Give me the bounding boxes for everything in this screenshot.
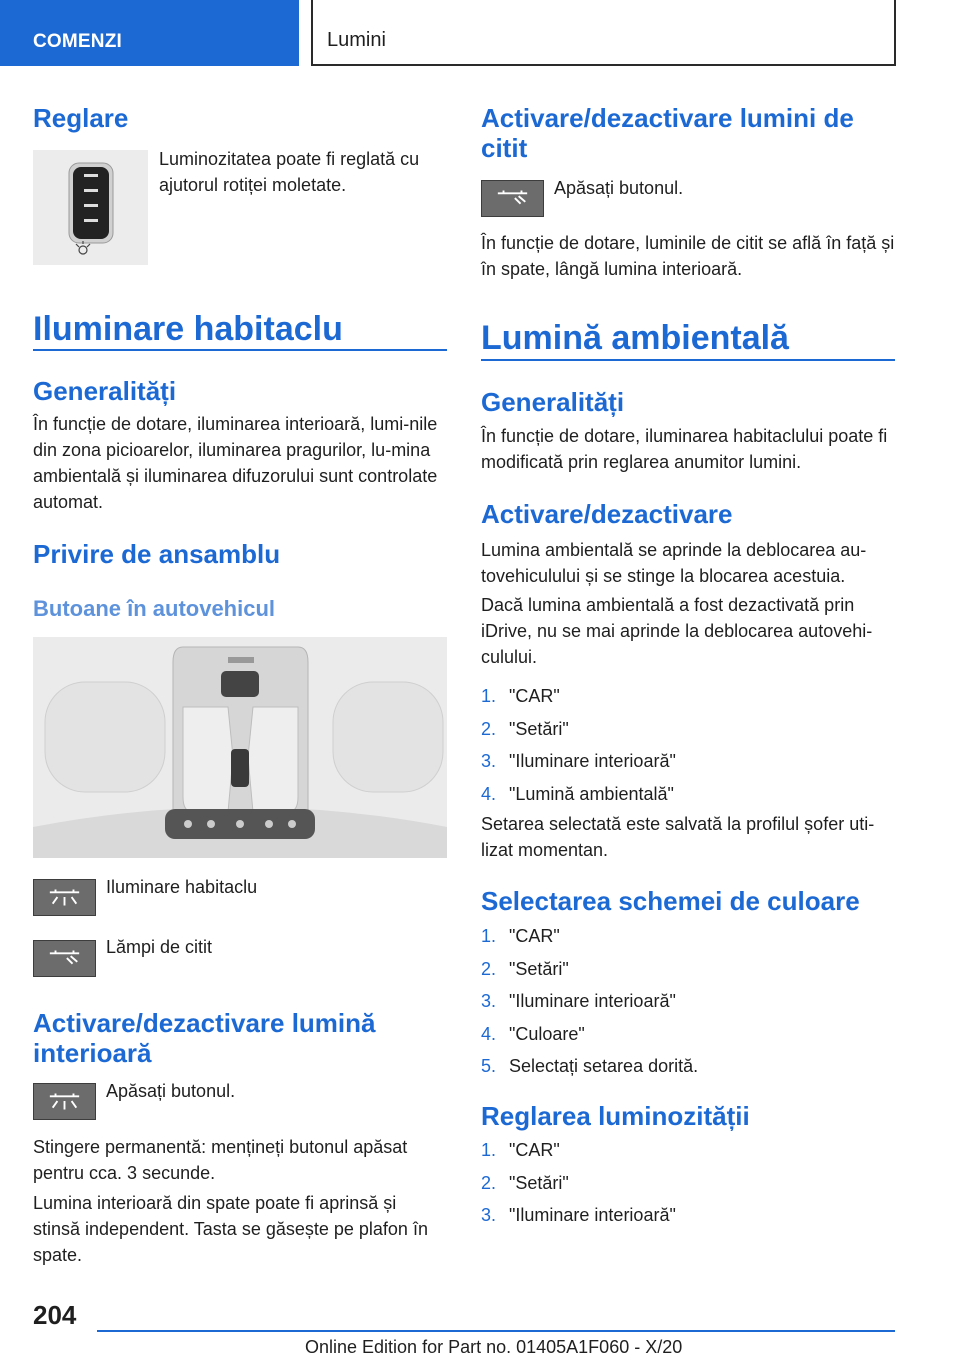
section-tab [0,0,299,66]
reading-light-button-icon [481,180,544,217]
list-item: 2. "Setări" [481,1172,569,1193]
interior-light-icon [33,879,96,916]
list-item: 3. "Iluminare interioară" [481,751,676,771]
thumbwheel-image [33,150,148,265]
heading-activare-interioara: Activare/dezactivare lumină interioară [33,1008,376,1068]
list-item: 4. "Culoare" [481,1023,585,1044]
chapter-heading-ambientala: Lumină ambientală [481,319,789,357]
heading-butoane: Butoane în autovehicul [33,596,276,621]
citit-desc: În funcție de dotare, luminile de citit se află în față și în spate, lângă lumina interioară. [481,233,895,279]
list-item: 1. "CAR" [481,686,560,706]
steps-list-1 [481,683,895,813]
heading-luminozitate: Reglarea luminozității [481,1101,750,1131]
heading-schema: Selectarea schemei de culoare [481,886,860,916]
heading-citit: Activare/dezactivare lumini de citit [481,103,854,163]
list-item: 5. Selectați setarea dorită. [481,1056,699,1076]
generalitati-text: În funcție de dotare, iluminarea interioară, lumi-nile din zona picioarelor, iluminarea pragurilor, lu-mina ambientală și iluminarea difuzorului sunt controlate automat. [33,414,438,512]
heading-generalitati: Generalități [33,376,177,406]
heading-reglare: Reglare [33,103,129,133]
act-text-2: Dacă lumina ambientală a fost dezactivată prin iDrive, nu se mai aprinde la deblocarea autovehi-culului. [481,595,873,667]
list-item: 2. "Setări" [481,958,569,979]
chapter-title: Lumini [327,29,386,51]
heading-gen-right: Generalități [481,387,625,417]
chapter-rule [33,349,447,351]
section-title: COMENZI [33,31,123,52]
list-item: 1. "CAR" [481,926,560,946]
gen-text-right: În funcție de dotare, iluminarea habitaclului poate fi modificată prin reglarea anumitor lumini. [481,426,888,472]
footer-edition: Online Edition for Part no. 01405A1F060 - X/20 [305,1337,683,1357]
chapter-rule-right [481,359,895,361]
chapter-tab [311,0,896,66]
activare-text: Apăsați butonul. [106,1081,236,1101]
reading-light-icon [33,940,96,977]
stingere-text: Stingere permanentă: mențineți butonul apăsat pentru cca. 3 secunde. [33,1137,408,1183]
footer-rule [97,1330,895,1332]
heading-act-right: Activare/dezactivare [481,499,733,529]
list-item: 1. "CAR" [481,1140,560,1160]
list-item: 3. "Iluminare interioară" [481,991,676,1011]
setarea-text: Setarea selectată este salvată la profilul șofer uti-lizat momentan. [481,814,875,860]
steps-list-2 [481,923,895,1086]
citit-text: Apăsați butonul. [554,178,684,198]
icon2-label: Lămpi de citit [106,937,213,957]
reglare-text: Luminozitatea poate fi reglată cu ajutorul rotiței moletate. [159,149,420,195]
list-item: 3. "Iluminare interioară" [481,1205,676,1225]
icon1-label: Iluminare habitaclu [106,877,258,897]
page-number: 204 [33,1300,77,1330]
list-item: 2. "Setări" [481,718,569,739]
steps-list-3 [481,1137,895,1235]
chapter-heading-iluminare: Iluminare habitaclu [33,310,343,348]
interior-light-button-icon [33,1083,96,1120]
list-item: 4. "Lumină ambientală" [481,783,674,804]
ceiling-console-photo [33,637,447,858]
heading-privire: Privire de ansamblu [33,539,281,569]
spate-text: Lumina interioară din spate poate fi aprinsă și stinsă independent. Tasta se găsește pe plafon în spate. [33,1193,428,1265]
act-text-1: Lumina ambientală se aprinde la deblocarea au-tovehiculului și se stinge la blocarea acestuia. [481,540,867,586]
